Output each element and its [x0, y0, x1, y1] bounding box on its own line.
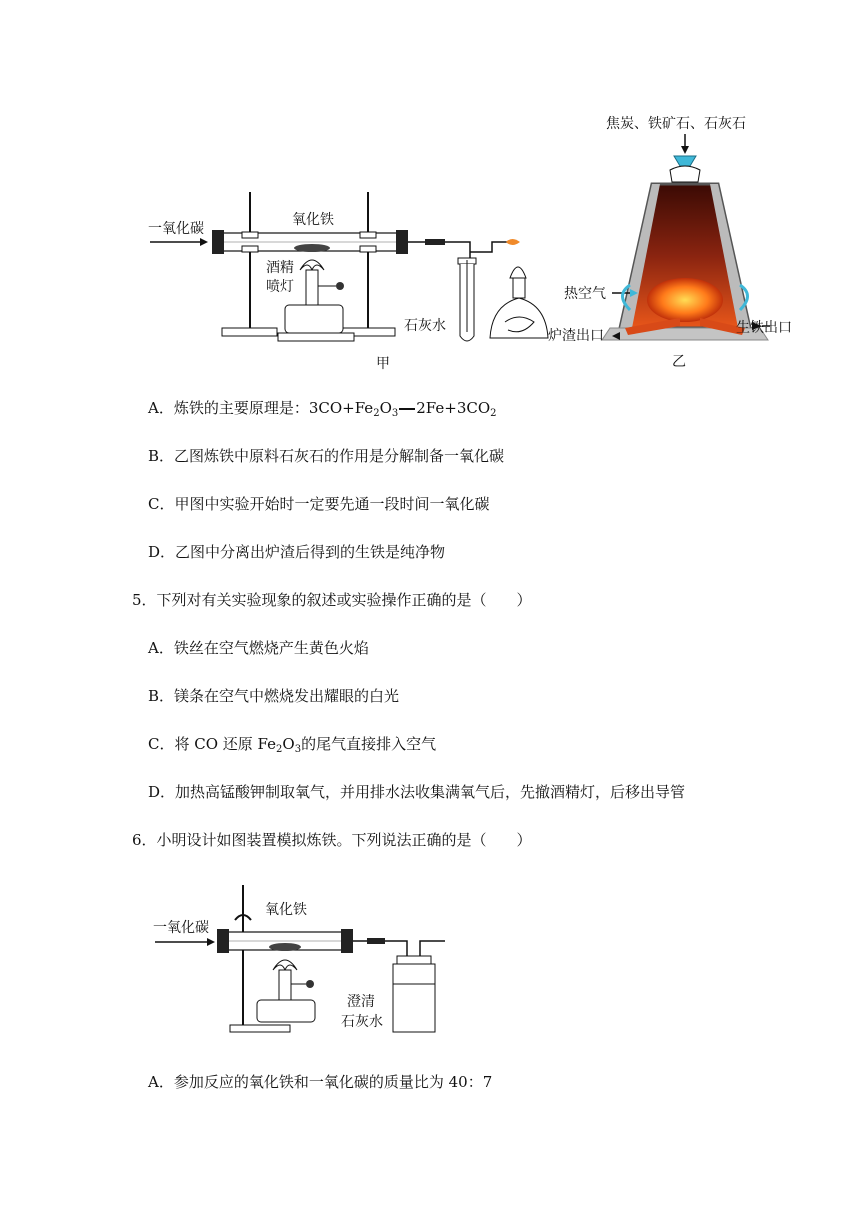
iron-oxide-powder	[294, 244, 330, 252]
figure-top	[140, 100, 820, 375]
co-label: 一氧化碳	[148, 221, 204, 237]
furnace-input-label: 焦炭、铁矿石、石灰石	[606, 116, 746, 132]
q6-stem: 6．小明设计如图装置模拟炼铁。下列说法正确的是（ ）	[132, 831, 532, 849]
limewater-label: 石灰水	[404, 318, 446, 334]
q4-option-b: B．乙图炼铁中原料石灰石的作用是分解制备一氧化碳	[148, 447, 505, 465]
q5-option-c: C．将 CO 还原 $Fe_2O_3$的尾气直接排入空气	[148, 735, 437, 755]
iron-oxide-label: 氧化铁	[292, 212, 334, 228]
lamp-label-2: 喷灯	[266, 279, 294, 295]
flame	[300, 260, 324, 270]
q4-option-d: D．乙图中分离出炉渣后得到的生铁是纯净物	[148, 543, 446, 561]
slag-outlet-label: 炉渣出口	[548, 328, 604, 344]
hot-air-label: 热空气	[564, 286, 606, 302]
stand-base-left	[222, 328, 277, 336]
stopper-right	[396, 230, 408, 254]
exhaust-flame	[506, 239, 520, 245]
q6-limewater-label-1: 澄清	[347, 994, 375, 1010]
caption-yi: 乙	[672, 354, 686, 370]
q4-option-a: A．炼铁的主要原理是：$3CO+Fe_2O_3$ $2Fe+3CO_2$	[148, 399, 497, 419]
lamp-label-1: 酒精	[266, 260, 294, 276]
q4-option-c: C．甲图中实验开始时一定要先通一段时间一氧化碳	[148, 495, 490, 513]
co-arrowhead	[200, 238, 208, 246]
figure-q6	[145, 880, 455, 1040]
blast-furnace-yi	[548, 115, 792, 370]
q6-option-a: A．参加反应的氧化铁和一氧化碳的质量比为 40：7	[148, 1073, 493, 1091]
lamp-body	[285, 305, 343, 333]
q6-oxide-label: 氧化铁	[265, 902, 307, 918]
q6-co-label: 一氧化碳	[153, 920, 209, 936]
feed-hopper	[674, 156, 696, 166]
furnace-fire	[647, 278, 723, 322]
q5-option-a: A．铁丝在空气燃烧产生黄色火焰	[148, 639, 369, 657]
q5-stem: 5．下列对有关实验现象的叙述或实验操作正确的是（ ）	[132, 591, 532, 609]
q5-option-b: B．镁条在空气中燃烧发出耀眼的白光	[148, 687, 400, 705]
equals-bar	[399, 408, 415, 410]
q6-limewater-label-2: 石灰水	[341, 1014, 383, 1030]
lamp-column	[306, 270, 318, 305]
q6-iron-oxide	[269, 943, 301, 951]
q6-bottle	[393, 964, 435, 1032]
apparatus-jia	[148, 192, 548, 372]
pig-iron-outlet-label: 生铁出口	[736, 320, 792, 336]
q5-option-d: D．加热高锰酸钾制取氧气，并用排水法收集满氧气后，先撤酒精灯，后移出导管	[148, 783, 686, 801]
q6-lamp-body	[257, 1000, 315, 1022]
caption-jia: 甲	[376, 356, 390, 372]
lamp-knob	[336, 282, 344, 290]
stopper-left	[212, 230, 224, 254]
